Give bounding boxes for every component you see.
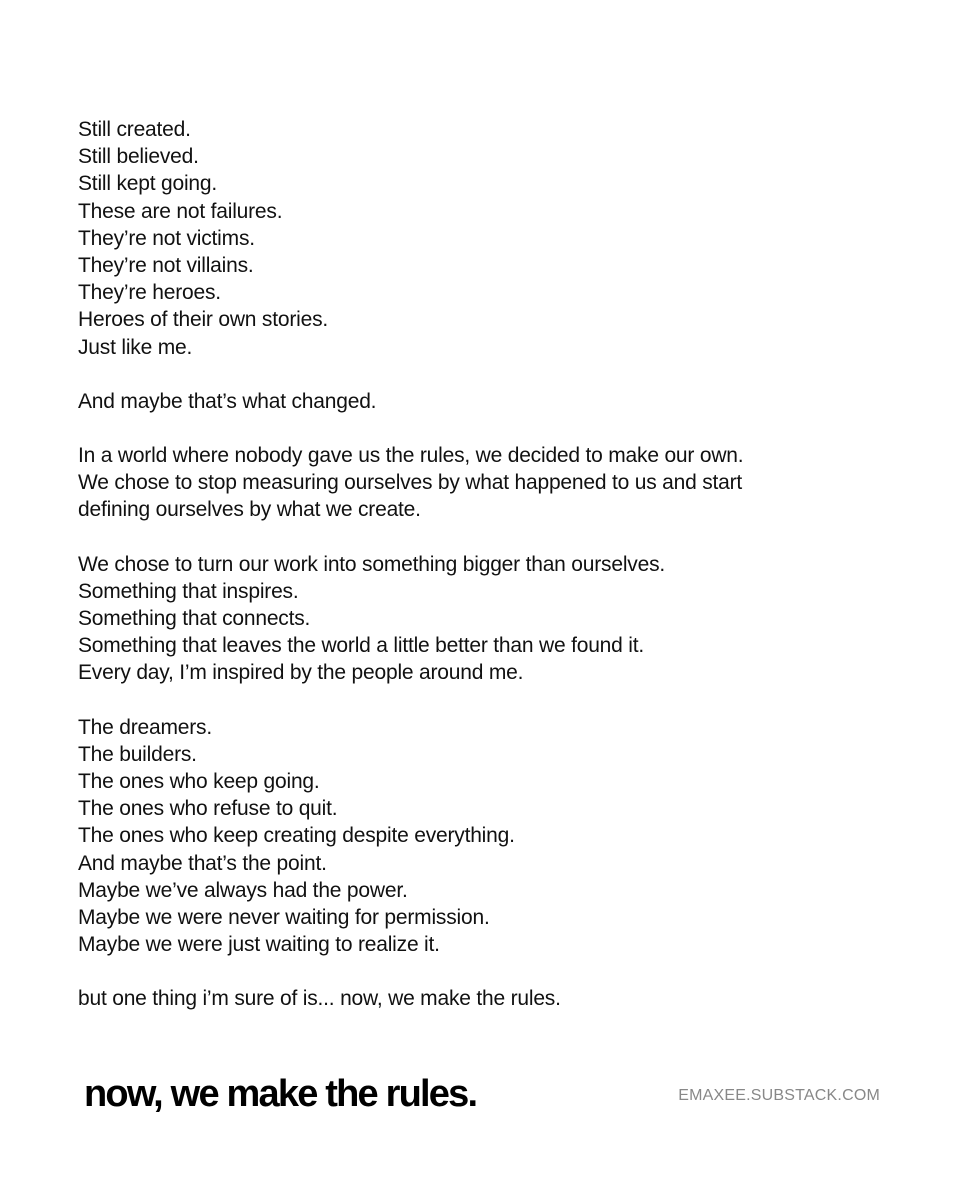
text-line: And maybe that’s the point.	[78, 851, 327, 875]
stanza-6	[78, 985, 898, 1012]
text-line: defining ourselves by what we create.	[78, 498, 421, 522]
footer-url: EMAXEE.SUBSTACK.COM	[678, 1087, 880, 1104]
text-line: Still believed.	[78, 145, 199, 169]
stanza-2	[78, 388, 898, 415]
stanza-1	[78, 116, 898, 361]
text-line: Maybe we were never waiting for permission.	[78, 906, 490, 930]
text-line: Something that leaves the world a little better than we found it.	[78, 634, 645, 658]
text-line: We chose to turn our work into something bigger than ourselves.	[78, 552, 665, 576]
text-line: They’re not victims.	[78, 226, 255, 250]
text-line: The ones who refuse to quit.	[78, 797, 338, 821]
text-line: These are not failures.	[78, 199, 283, 223]
text-line: We chose to stop measuring ourselves by what happened to us and start	[78, 471, 743, 495]
text-line: In a world where nobody gave us the rules, we decided to make our own.	[78, 444, 744, 468]
text-line: The builders.	[78, 742, 197, 766]
footer	[84, 1066, 880, 1126]
text-line: Something that connects.	[78, 607, 311, 631]
text-line: They’re not villains.	[78, 254, 254, 278]
stanza-3	[78, 442, 898, 524]
text-line: Every day, I’m inspired by the people around me.	[78, 661, 524, 685]
stanza-5	[78, 714, 898, 959]
text-line: The dreamers.	[78, 715, 212, 739]
text-line: The ones who keep going.	[78, 770, 320, 794]
text-line: Maybe we were just waiting to realize it.	[78, 933, 440, 957]
text-line: Just like me.	[78, 335, 193, 359]
text-line: And maybe that’s what changed.	[78, 389, 377, 413]
footer-title: now, we make the rules.	[84, 1073, 477, 1115]
text-line: They’re heroes.	[78, 281, 221, 305]
stanza-4	[78, 551, 898, 687]
text-line: Something that inspires.	[78, 579, 299, 603]
text-line: The ones who keep creating despite everything.	[78, 824, 515, 848]
text-line: Still created.	[78, 118, 191, 141]
text-line: Still kept going.	[78, 172, 218, 196]
text-line: Maybe we’ve always had the power.	[78, 878, 408, 902]
essay-body	[78, 116, 898, 1040]
text-line: but one thing i’m sure of is... now, we make the rules.	[78, 987, 561, 1011]
text-line: Heroes of their own stories.	[78, 308, 329, 332]
